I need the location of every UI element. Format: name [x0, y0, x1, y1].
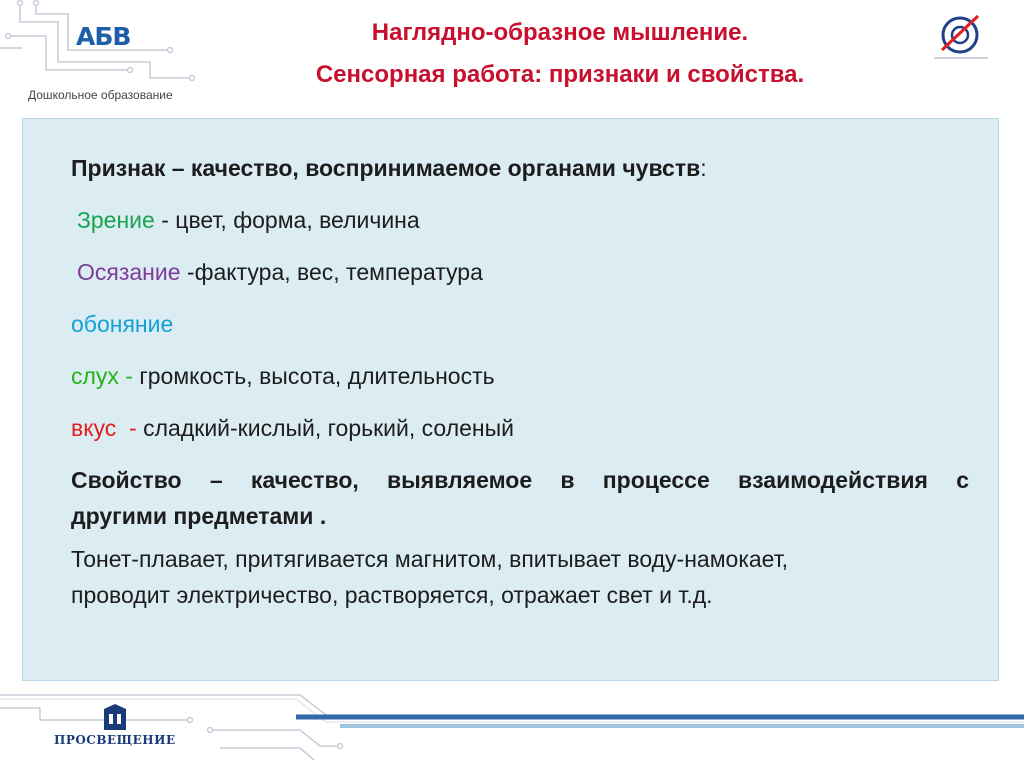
- sense-name: Осязание: [77, 259, 181, 285]
- sense-separator: -: [116, 415, 144, 441]
- sense-detail: сладкий-кислый, горький, соленый: [143, 415, 514, 441]
- sense-detail: фактура, вес, температура: [194, 259, 483, 285]
- examples-line-1: Тонет-плавает, притягивается магнитом, впитывает воду-намокает,: [71, 546, 789, 572]
- title-line-2: Сенсорная работа: признаки и свойства.: [315, 61, 805, 88]
- content-panel: [22, 118, 999, 681]
- property-definition-line-2: другими предметами .: [71, 503, 327, 529]
- sense-name: слух: [71, 363, 119, 389]
- title-line-1: Наглядно-образное мышление.: [371, 19, 749, 46]
- sense-smell: [71, 311, 969, 337]
- attribute-definition: [71, 155, 969, 181]
- sense-separator: -: [180, 259, 195, 285]
- attribute-definition-colon: :: [700, 155, 707, 181]
- footer-decoration: [0, 690, 1024, 767]
- sense-detail: громкость, высота, длительность: [139, 363, 495, 389]
- examples-line-2: проводит электричество, растворяется, отражает свет и т.д.: [71, 582, 713, 608]
- sense-separator: -: [154, 207, 176, 233]
- sense-name: вкус: [71, 415, 117, 441]
- brand-logo: АБВ: [76, 22, 131, 51]
- property-definition-line-1: Свойство – качество, выявляемое в процессе взаимодействия с: [71, 467, 969, 493]
- sense-name: обоняние: [71, 311, 174, 337]
- sense-taste: [71, 415, 969, 441]
- publisher-logo-icon: [104, 704, 126, 730]
- sense-name: Зрение: [77, 207, 155, 233]
- sense-vision: [71, 207, 969, 233]
- sense-touch: [71, 259, 969, 285]
- slide-title: [200, 12, 920, 96]
- sense-separator: -: [118, 363, 140, 389]
- emblem-logo-icon: [932, 8, 990, 60]
- attribute-definition-text: Признак – качество, воспринимаемое органами чувств: [71, 155, 701, 181]
- sense-hearing: [71, 363, 969, 389]
- publisher-name: ПРОСВЕЩЕНИЕ: [54, 733, 176, 747]
- sense-detail: цвет, форма, величина: [175, 207, 420, 233]
- brand-subtitle: Дошкольное образование: [28, 88, 173, 102]
